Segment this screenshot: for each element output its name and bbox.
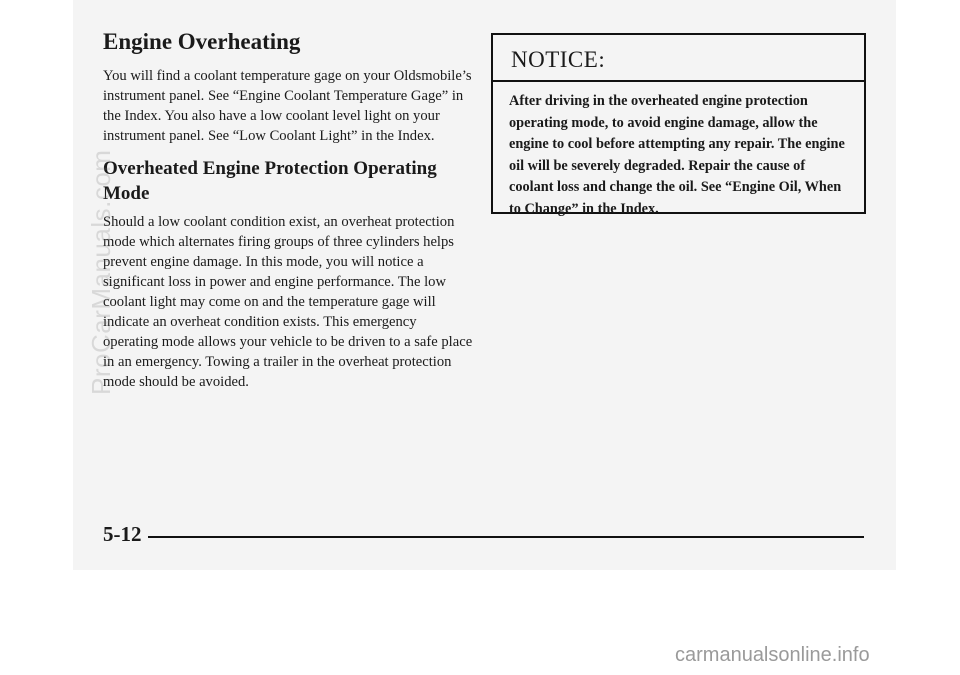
- side-watermark: ProCarManuals.com: [86, 149, 116, 395]
- notice-heading: NOTICE:: [493, 35, 864, 82]
- intro-paragraph: You will find a coolant temperature gage on your Oldsmobile’s instrument panel. See “Engine Coolant Temperature Gage” in the Index. You also have a low coolant level light on your instrument panel. See “Low Coolant Light” in the Index.: [103, 67, 472, 144]
- left-column: [103, 28, 473, 392]
- notice-text: After driving in the overheated engine protection operating mode, to avoid engine damage, allow the engine to cool before attempting any repair. The engine oil will be severely degraded. Repair the cause of coolant loss and change the oil. See “Engine Oil, When to Change” in the Index.: [509, 93, 845, 217]
- body-paragraph: Should a low coolant condition exist, an overheat protection mode which alternates firing groups of three cylinders helps prevent engine damage. In this mode, you will notice a significant loss in power and engine performance. The low coolant light may come on and the temperature gage will indicate an overheat condition exists. This emergency operating mode allows your vehicle to be driven to a safe place in an emergency. Towing a trailer in the overheat protection mode should be avoided.: [103, 213, 473, 390]
- notice-box: [491, 33, 866, 217]
- footer-rule: [148, 536, 864, 538]
- subheading: Overheated Engine Protection Operating Mode: [103, 157, 437, 204]
- section-title: Engine Overheating: [103, 29, 301, 54]
- page-number: 5-12: [103, 522, 142, 546]
- bottom-watermark[interactable]: carmanualsonline.info: [675, 644, 870, 666]
